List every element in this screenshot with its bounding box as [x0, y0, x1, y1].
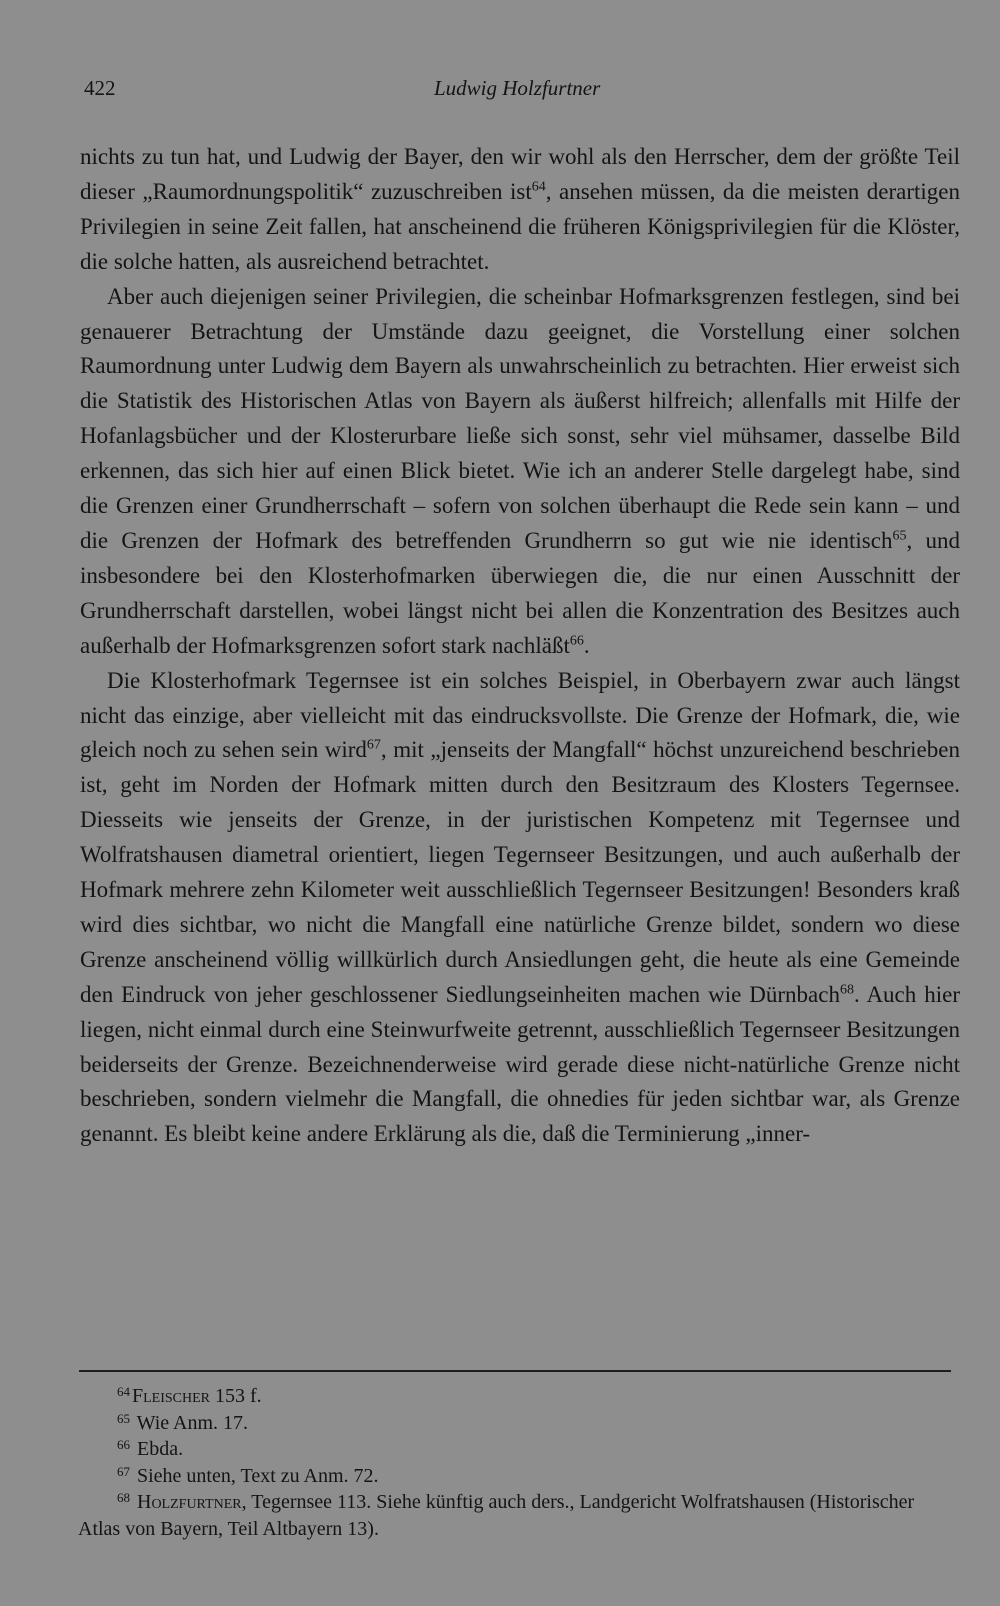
- footnote: 67 Siehe unten, Text zu Anm. 72.: [117, 1463, 379, 1487]
- footnote: 65 Wie Anm. 17.: [117, 1410, 249, 1434]
- footnote: 64 Fleischer 153 f.: [117, 1384, 262, 1407]
- text-segment: . Auch hier liegen, nicht einmal durch eine Steinwurfweite getrennt, ausschließlich Tegernseer Besitzungen beiderseits der Grenze. Bezeichnenderweise wird gerade diese nicht-natürliche Grenze nicht beschrieben, sondern vielmehr die Mangfall, die ohnedies für jeden sichtbar war, als Grenze genannt. Es bleibt keine andere Erklärung als die, daß die Terminierung „inner-: [80, 981, 960, 1147]
- text-segment: , ansehen müssen, da die meisten derartigen Privilegien in seine Zeit fallen, hat anscheinend die früheren Königsprivilegien für die Klöster, die solche hatten, als ausreichend betrachtet.: [80, 178, 960, 274]
- paragraph: [80, 280, 960, 664]
- footnote-reference: 66: [569, 633, 584, 649]
- footnote-text: , Tegernsee 113. Siehe künftig auch ders., Landgericht Wolfratshausen (Historischer Atlas von Bayern, Teil Altbayern 13).: [78, 1491, 915, 1540]
- running-title: Ludwig Holzfurtner: [434, 76, 601, 100]
- footnote-author: Fleischer: [132, 1385, 211, 1407]
- footnote-separator: [79, 1370, 951, 1372]
- body-text: [80, 140, 960, 1152]
- footnote: 66 Ebda.: [117, 1437, 184, 1460]
- footnote-reference: 67: [366, 737, 381, 753]
- text-segment: , mit „jenseits der Mangfall“ höchst unzureichend beschrieben ist, geht im Norden der Hofmark mitten durch den Besitzraum des Klosters Tegernsee. Diesseits wie jenseits der Grenze, in der juristischen Kompetenz mit Tegernsee und Wolfratshausen diametral orientiert, liegen Tegernseer Besitzungen, und auch außerhalb der Hofmark mehrere zehn Kilometer weit ausschließlich Tegernseer Besitzungen! Besonders kraß wird dies sichtbar, wo nicht die Mangfall eine natürliche Grenze bildet, sondern wo diese Grenze anscheinend völlig willkürlich durch Ansiedlungen geht, die heute als eine Gemeinde den Eindruck von jeher geschlossener Siedlungseinheiten machen wie Dürnbach: [80, 737, 960, 1007]
- text-segment: , und insbesondere bei den Klosterhofmarken überwiegen die, die nur einen Ausschnitt der Grundherrschaft darstellen, wobei längst nicht bei allen die Konzentration des Besitzes auch außerhalb der Hofmarksgrenzen sofort stark nachläßt: [80, 527, 960, 658]
- footnote: 68 Holzfurtner, Tegernsee 113. Siehe künftig auch ders., Landgericht Wolfratshausen (Historischer Atlas von Bayern, Teil Altbayern 13).: [78, 1490, 915, 1540]
- footnote-text: Ebda.: [137, 1438, 184, 1460]
- text-segment: nichts zu tun hat, und Ludwig der Bayer, den wir wohl als den Herrscher, dem der größte Teil dieser „Raumordnungspolitik“ zuzuschreiben ist: [80, 144, 960, 204]
- paragraph: [80, 664, 960, 1153]
- footnote-text: Siehe unten, Text zu Anm. 72.: [137, 1464, 379, 1487]
- text-segment: Aber auch diejenigen seiner Privilegien, die scheinbar Hofmarksgrenzen festlegen, sind bei genauerer Betrachtung der Umstände dazu geeignet, die Vorstellung einer solchen Raumordnung unter Ludwig dem Bayern als unwahrscheinlich zu betrachten. Hier erweist sich die Statistik des Historischen Atlas von Bayern als äußerst hilfreich; allenfalls mit Hilfe der Hofanlagsbücher und der Klosterurbare ließe sich sonst, sehr viel mühsamer, dasselbe Bild erkennen, das sich hier auf einen Blick bietet. Wie ich an anderer Stelle dargelegt habe, sind die Grenzen einer Grundherrschaft – sofern von solchen überhaupt die Rede sein kann – und die Grenzen der Hofmark des betreffenden Grundherrn so gut wie nie identisch: [80, 283, 960, 553]
- text-segment: .: [583, 632, 590, 658]
- footnotes: [78, 1383, 958, 1542]
- footnote-reference: 65: [892, 528, 907, 544]
- footnote-text: Wie Anm. 17.: [136, 1411, 249, 1434]
- paragraph: [80, 140, 960, 280]
- footnote-author: Holzfurtner: [137, 1491, 242, 1513]
- text-segment: Die Klosterhofmark Tegernsee ist ein solches Beispiel, in Oberbayern zwar auch längst nicht das einzige, aber vielleicht mit das eindrucksvollste. Die Grenze der Hofmark, die, wie gleich noch zu sehen sein wird: [80, 667, 960, 763]
- footnote-reference: 64: [531, 179, 546, 195]
- footnote-reference: 68: [839, 982, 854, 998]
- page-number: 422: [84, 76, 116, 100]
- footnote-text: 153 f.: [210, 1385, 262, 1407]
